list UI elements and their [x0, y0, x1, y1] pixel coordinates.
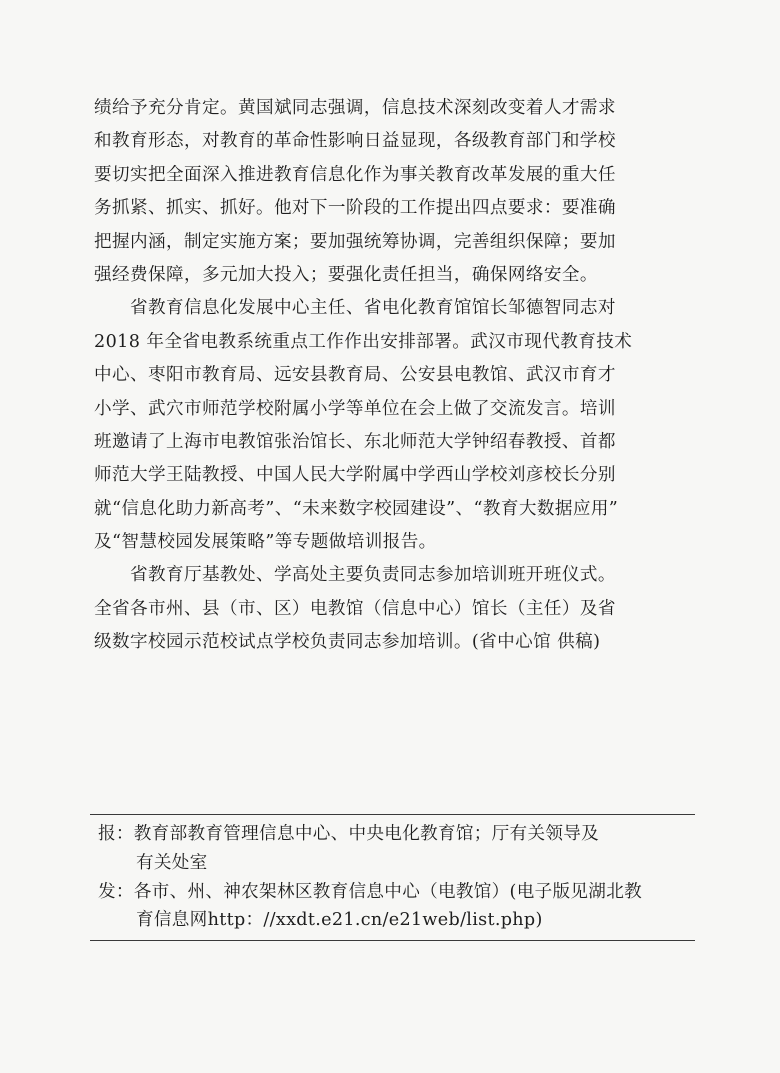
send-to-line: 育信息网http：//xxdt.e21.cn/e21web/list.php) [136, 910, 543, 931]
distribution-top-rule [90, 814, 695, 815]
distribution-bottom-rule [90, 940, 695, 941]
text-line: 强经费保障，多元加大投入；要强化责任担当，确保网络安全。 [94, 264, 598, 285]
text-line: 2018 年全省电教系统重点工作作出安排部署。武汉市现代教育技术 [94, 331, 633, 352]
text-line: 务抓紧、抓实、抓好。他对下一阶段的工作提出四点要求：要准确 [94, 198, 616, 219]
text-line: 小学、武穴市师范学校附属小学等单位在会上做了交流发言。培训 [94, 398, 616, 419]
text-line: 把握内涵，制定实施方案；要加强统筹协调，完善组织保障；要加 [94, 231, 616, 252]
report-to-line: 有关处室 [136, 852, 208, 873]
body-text [94, 92, 694, 660]
text-line: 级数字校园示范校试点学校负责同志参加培训。(省中心馆 供稿) [94, 632, 601, 653]
text-line: 就“信息化助力新高考”、“未来数字校园建设”、“教育大数据应用” [94, 498, 619, 519]
distribution-block [98, 820, 698, 935]
report-to [98, 820, 698, 878]
text-line: 省教育信息化发展中心主任、省电化教育馆馆长邹德智同志对 [94, 298, 616, 319]
text-line: 班邀请了上海市电教馆张治馆长、东北师范大学钟绍春教授、首都 [94, 431, 616, 452]
text-line: 省教育厅基教处、学高处主要负责同志参加培训班开班仪式。 [94, 565, 616, 586]
send-to-line: 发：各市、州、神农架林区教育信息中心（电教馆）(电子版见湖北教 [98, 881, 642, 902]
text-line: 要切实把全面深入推进教育信息化作为事关教育改革发展的重大任 [94, 164, 616, 185]
text-line: 绩给予充分肯定。黄国斌同志强调，信息技术深刻改变着人才需求 [94, 98, 616, 118]
text-line: 及“智慧校园发展策略”等专题做培训报告。 [94, 532, 437, 553]
paragraph-1 [94, 92, 694, 292]
text-line: 和教育形态，对教育的革命性影响日益显现，各级教育部门和学校 [94, 131, 616, 152]
paragraph-3 [94, 559, 694, 659]
text-line: 中心、枣阳市教育局、远安县教育局、公安县电教馆、武汉市育才 [94, 365, 616, 386]
text-line: 全省各市州、县（市、区）电教馆（信息中心）馆长（主任）及省 [94, 598, 616, 619]
text-line: 师范大学王陆教授、中国人民大学附属中学西山学校刘彦校长分别 [94, 465, 616, 486]
send-to [98, 878, 698, 936]
report-to-line: 报：教育部教育管理信息中心、中央电化教育馆；厅有关领导及 [98, 824, 600, 844]
paragraph-2 [94, 292, 694, 559]
